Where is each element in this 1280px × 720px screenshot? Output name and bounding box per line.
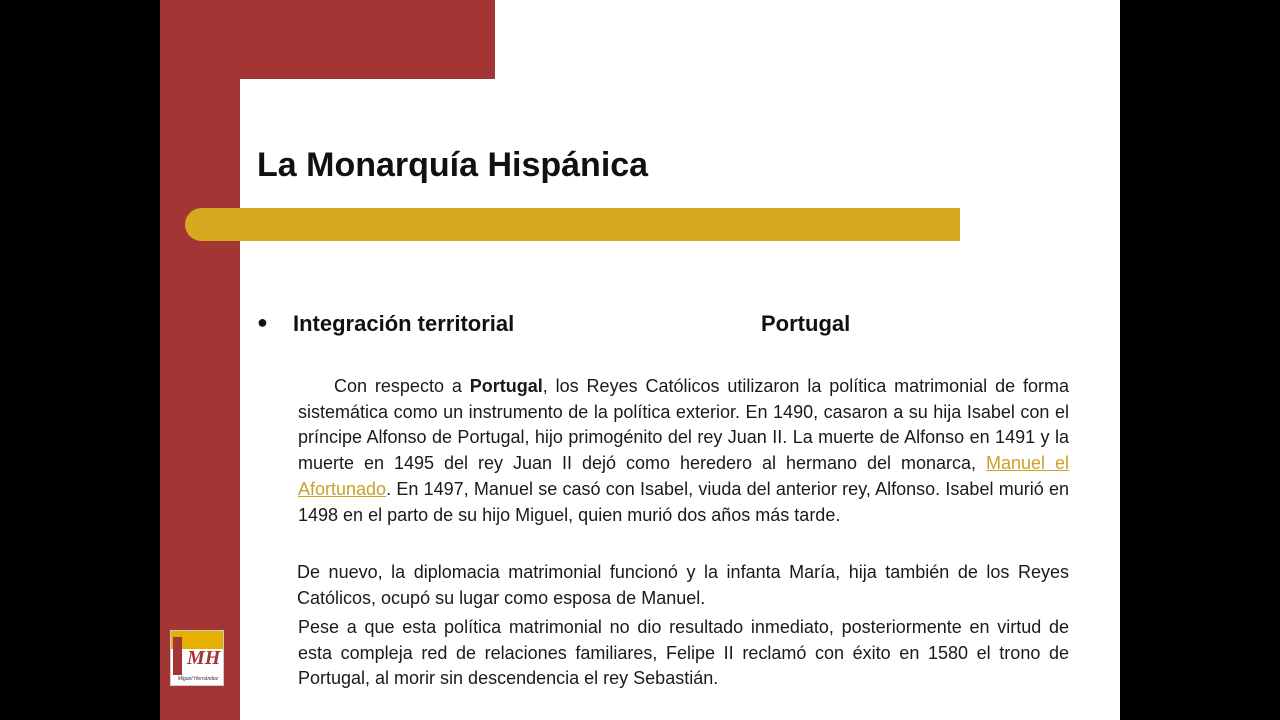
top-red-block (160, 0, 495, 79)
paragraph-text: . En 1497, Manuel se casó con Isabel, viuda del anterior rey, Alfonso. Isabel murió en 1498 en el parto de su hijo Miguel, quien murió dos años más tarde. (298, 478, 1069, 525)
slide (160, 0, 1120, 720)
logo-monogram: MH (187, 647, 221, 669)
title-underline-bar (185, 208, 960, 241)
university-logo-icon (170, 630, 224, 686)
logo-caption: Miguel Hernández (177, 676, 219, 682)
slide-title: La Monarquía Hispánica (257, 146, 649, 184)
left-red-band (160, 0, 240, 720)
heading-integracion: Integración territorial (293, 311, 515, 336)
bold-portugal: Portugal (469, 376, 543, 396)
paragraph-text: , los Reyes Católicos utilizaron la política matrimonial de forma sistemática como un instrumento de la política exterior. En 1490, casaron a su hija Isabel con el príncipe Alfonso de Portugal, hijo primogénito del rey Juan II. La muerte de Alfonso en 1491 y la muerte en 1495 del rey Juan II dejó como heredero al hermano del monarca, (298, 376, 1069, 474)
paragraph-diplomacia: De nuevo, la diplomacia matrimonial funcionó y la infanta María, hija también de los Reyes Católicos, ocupó su lugar como esposa de Manuel. (297, 562, 1069, 608)
heading-portugal: Portugal (761, 311, 851, 336)
manuel-link[interactable]: Manuel el Afortunado (298, 453, 1070, 499)
paragraph-text: Con respecto a (334, 376, 470, 396)
paragraph-portugal (298, 374, 1069, 528)
bullet-icon: ● (257, 312, 268, 332)
paragraph-felipe: Pese a que esta política matrimonial no dio resultado inmediato, posteriormente en virtud de esta compleja red de relaciones familiares, Felipe II reclamó con éxito en 1580 el trono de Portugal, al morir sin descendencia el rey Sebastián. (298, 617, 1069, 689)
logo-side-band (173, 637, 182, 675)
